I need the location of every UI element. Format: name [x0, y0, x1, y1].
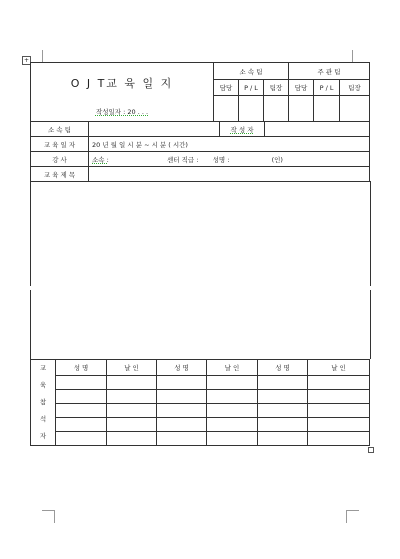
attendee-cell[interactable]: [207, 418, 258, 432]
attendee-cell[interactable]: [56, 404, 107, 418]
attendee-header: 성 명: [157, 360, 207, 376]
attendee-cell[interactable]: [107, 418, 157, 432]
team-field[interactable]: [89, 122, 220, 137]
attendee-cell[interactable]: [207, 390, 258, 404]
content-area[interactable]: [30, 181, 371, 286]
approval-cell: 담당: [214, 80, 239, 96]
writer-label: 작 성 자: [220, 122, 265, 137]
approval-cell: P / L: [239, 80, 264, 96]
attendee-cell[interactable]: [56, 432, 107, 446]
lecturer-rank: 센터 직급 :: [166, 155, 199, 164]
attendee-header: 날 인: [207, 360, 258, 376]
table-resize-handle-icon[interactable]: [368, 447, 374, 453]
host-team-header: 주 관 팀: [289, 63, 370, 80]
form-title: O J T교 육 일 지: [70, 77, 174, 90]
attendee-table: [30, 359, 370, 446]
attendee-cell[interactable]: [157, 418, 207, 432]
lecturer-field[interactable]: [89, 152, 370, 167]
write-date-text: 작성일자 : 20 . . .: [95, 108, 149, 116]
table-move-handle-icon[interactable]: +: [23, 57, 30, 64]
attendee-cell[interactable]: [207, 404, 258, 418]
attendee-cell[interactable]: [258, 418, 308, 432]
write-date: [31, 107, 213, 116]
attendee-cell[interactable]: [157, 432, 207, 446]
attendee-cell[interactable]: [207, 376, 258, 390]
attendee-header: 날 인: [308, 360, 370, 376]
team-label: 소 속 팀: [31, 122, 89, 137]
header-table: [30, 62, 370, 122]
attendee-cell[interactable]: [308, 404, 370, 418]
subject-field[interactable]: [89, 167, 370, 182]
attendee-cell[interactable]: [308, 390, 370, 404]
attendee-cell[interactable]: [308, 418, 370, 432]
attendee-header: 성 명: [258, 360, 308, 376]
attendee-cell[interactable]: [207, 432, 258, 446]
sign-box[interactable]: [214, 96, 239, 122]
content-area-lower[interactable]: [30, 290, 371, 359]
sign-box[interactable]: [264, 96, 289, 122]
attendee-header: 성 명: [56, 360, 107, 376]
crop-mark-bottom-right: [346, 510, 359, 523]
date-field[interactable]: [89, 137, 370, 152]
date-label: 교 육 일 자: [31, 137, 89, 152]
belong-team-header: 소 속 팀: [214, 63, 289, 80]
approval-cell: P / L: [314, 80, 340, 96]
attendee-header: 날 인: [107, 360, 157, 376]
attendee-cell[interactable]: [56, 376, 107, 390]
sign-box[interactable]: [289, 96, 314, 122]
attendee-cell[interactable]: [308, 432, 370, 446]
sign-box[interactable]: [314, 96, 340, 122]
title-cell: [31, 63, 214, 122]
attendee-cell[interactable]: [107, 432, 157, 446]
writer-field[interactable]: [265, 122, 370, 137]
lecturer-belong: 소속 :: [92, 155, 109, 164]
info-table: [30, 121, 370, 182]
sign-box[interactable]: [239, 96, 264, 122]
sign-box[interactable]: [340, 96, 370, 122]
attendee-cell[interactable]: [107, 390, 157, 404]
attendee-cell[interactable]: [308, 376, 370, 390]
attendee-cell[interactable]: [107, 376, 157, 390]
lecturer-name: 성명 :: [212, 155, 230, 164]
subject-label: 교 육 제 목: [31, 167, 89, 182]
approval-cell: 팀장: [264, 80, 289, 96]
attendee-cell[interactable]: [258, 390, 308, 404]
attendee-side-label: 교 육 참 석 자: [31, 360, 56, 446]
crop-mark-bottom-left: [42, 510, 55, 523]
lecturer-seal: (인): [271, 155, 283, 164]
attendee-cell[interactable]: [157, 390, 207, 404]
attendee-cell[interactable]: [258, 432, 308, 446]
attendee-cell[interactable]: [258, 404, 308, 418]
lecturer-label: 강 사: [31, 152, 89, 167]
attendee-cell[interactable]: [56, 418, 107, 432]
attendee-cell[interactable]: [157, 404, 207, 418]
attendee-cell[interactable]: [258, 376, 308, 390]
attendee-cell[interactable]: [157, 376, 207, 390]
attendee-cell[interactable]: [107, 404, 157, 418]
approval-cell: 팀장: [340, 80, 370, 96]
attendee-cell[interactable]: [56, 390, 107, 404]
approval-cell: 담당: [289, 80, 314, 96]
date-value: 20 년 월 일 시 분 ~ 시 분 ( 시간): [92, 140, 188, 149]
